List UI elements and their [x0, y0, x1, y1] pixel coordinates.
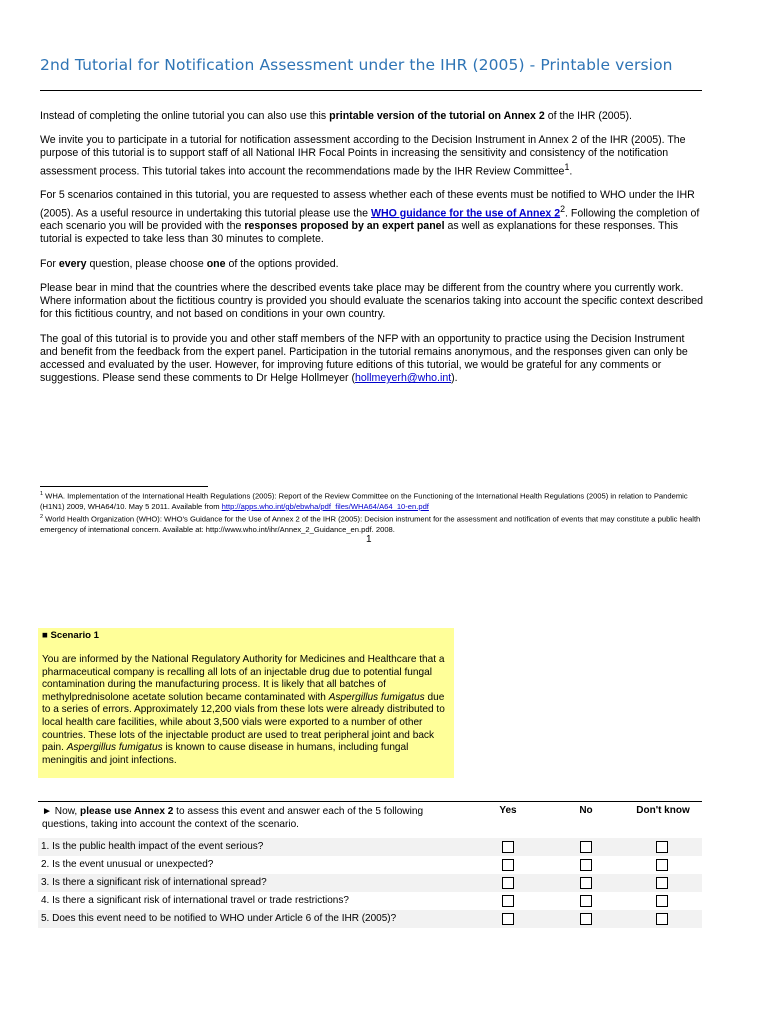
p1-bold: printable version of the tutorial on Annex 2	[329, 110, 545, 122]
scenario-text-3: is known to cause disease in humans, including fungal meningitis and joint infections.	[42, 742, 409, 766]
checkbox-yes[interactable]	[502, 895, 514, 907]
p1-text: Instead of completing the online tutorial you can also use this	[40, 110, 330, 122]
p6-end: ).	[451, 372, 458, 385]
p4-text-3: of the options provided.	[225, 257, 339, 270]
checkbox-yes[interactable]	[502, 913, 514, 925]
checkbox-no[interactable]	[580, 841, 592, 853]
question-text: 2. Is the event unusual or unexpected?	[41, 859, 214, 870]
column-no: No	[579, 805, 593, 816]
who-guidance-link[interactable]: WHO guidance for the use of Annex 2	[370, 207, 561, 220]
checkbox-yes[interactable]	[502, 877, 514, 889]
footnote-2-number: 2	[40, 514, 44, 521]
checkbox-dont-know[interactable]	[656, 859, 668, 871]
footnotes	[40, 489, 705, 536]
paragraph-1	[40, 110, 705, 123]
question-text: 3. Is there a significant risk of international spread?	[41, 877, 267, 888]
checkbox-dont-know[interactable]	[656, 841, 668, 853]
page-title: 2nd Tutorial for Notification Assessment under the IHR (2005) - Printable version	[40, 56, 673, 74]
checkbox-no[interactable]	[580, 913, 592, 925]
checkbox-dont-know[interactable]	[656, 895, 668, 907]
question-text: 1. Is the public health impact of the event serious?	[41, 841, 264, 852]
column-yes: Yes	[499, 805, 517, 816]
scenario-italic-2: Aspergillus fumigatus	[66, 742, 163, 754]
paragraph-2	[40, 134, 705, 178]
p2-end: .	[569, 165, 573, 178]
scenario-box	[38, 628, 454, 778]
paragraph-3	[40, 189, 705, 246]
p1-text-end: of the IHR (2005).	[544, 110, 632, 122]
intro-bold: please use Annex 2	[80, 806, 174, 817]
checkbox-yes[interactable]	[502, 859, 514, 871]
footnote-1-link[interactable]: http://apps.who.int/gb/ebwha/pdf_files/WHA64/A64_10-en.pdf	[221, 501, 429, 511]
checkbox-dont-know[interactable]	[656, 877, 668, 889]
paragraph-5: Please bear in mind that the countries where the described events take place may be different from the country where you currently work. Where information about the fictitious country is provided you should evaluate the scenarios taking into account the specific context described for this fictitious country, and not based on conditions in your own country.	[40, 281, 704, 321]
paragraph-4	[40, 258, 705, 271]
paragraph-6	[40, 333, 705, 386]
footnote-ref-2: 2	[560, 203, 566, 214]
p3-bold: responses proposed by an expert panel	[244, 220, 445, 233]
scenario-text-2: due to a series of errors. Approximately 12,200 vials from these lots were already distributed to local health care facilities, while about 3,500 vials were exported to a number of other countries. These lots of the injectable product are used to treat peripheral joint and back pain.	[42, 691, 445, 754]
questions-intro	[42, 806, 462, 831]
footnote-divider	[40, 486, 208, 487]
footnote-1-text: WHA. Implementation of the International Health Regulations (2005): Report of the Review Committee on the Functioning of the International Health Regulations (2005) in relation to Pandemic (H1N1) 2009, WHA64/10. May 5 2011. Available from	[40, 491, 688, 511]
column-dont-know: Don't know	[636, 805, 690, 816]
question-row	[38, 874, 702, 892]
title-divider	[40, 90, 702, 91]
scenario-heading: ■ Scenario 1	[42, 630, 99, 641]
intro-text-2: to assess this event and answer each of the 5 following questions, taking into account the context of the scenario.	[42, 806, 424, 830]
checkbox-no[interactable]	[580, 877, 592, 889]
questions-divider	[38, 801, 702, 802]
footnote-2	[40, 512, 705, 535]
question-row	[38, 910, 702, 928]
question-text: 4. Is there a significant risk of international travel or trade restrictions?	[41, 895, 349, 906]
question-row	[38, 892, 702, 910]
intro-text: ► Now,	[42, 806, 81, 817]
p4-every: every	[58, 257, 87, 270]
p4-one: one	[206, 257, 226, 270]
footnote-1-number: 1	[40, 491, 44, 497]
p3-text-3: as well as explanations for these responses. This tutorial is expected to take less than 30 minutes to complete.	[40, 220, 679, 246]
scenario-text	[42, 654, 452, 767]
p2-text: We invite you to participate in a tutorial for notification assessment according to the Decision Instrument in Annex 2 of the IHR (2005). The purpose of this tutorial is to support staff of all National IHR Focal Points in increasing the sensitivity and consistency of the notification assessment process. This tutorial takes into account the recommendations made by the IHR Review Committee	[40, 134, 686, 178]
checkbox-yes[interactable]	[502, 841, 514, 853]
page-number: 1	[366, 534, 372, 545]
p4-text-2: question, please choose	[86, 257, 207, 270]
p3-text-2: . Following the completion of each scenario you will be provided with the	[40, 207, 700, 233]
scenario-italic-1: Aspergillus fumigatus	[328, 691, 425, 703]
intro-body	[40, 110, 705, 396]
checkbox-no[interactable]	[580, 895, 592, 907]
checkbox-no[interactable]	[580, 859, 592, 871]
question-row	[38, 838, 702, 856]
scenario-text-1: You are informed by the National Regulatory Authority for Medicines and Healthcare that a pharmaceutical company is recalling all lots of an injectable drug due to potential fungal contamination during the manufacturing process. It is likely that all batches of methylprednisolone acetate solution became contaminated with	[42, 654, 445, 703]
footnote-2-text: World Health Organization (WHO): WHO's Guidance for the Use of Annex 2 of the IHR (2005): Decision instrument for the assessment and notification of events that may constitute a public health emergency of international concern. Available at: http://www.who.int/ihr/Annex_2_Guidance_en.pdf. 2008.	[40, 514, 701, 535]
footnote-ref-1: 1	[564, 161, 570, 172]
footnote-1	[40, 489, 705, 512]
checkbox-dont-know[interactable]	[656, 913, 668, 925]
p4-text: For	[40, 257, 59, 270]
email-link[interactable]: hollmeyerh@who.int	[355, 372, 452, 385]
question-text: 5. Does this event need to be notified to WHO under Article 6 of the IHR (2005)?	[41, 913, 397, 924]
p3-text: For 5 scenarios contained in this tutorial, you are requested to assess whether each of these events must be notified to WHO under the IHR (2005). As a useful resource in undertaking this tutorial please use the	[40, 189, 695, 220]
p6-text: The goal of this tutorial is to provide you and other staff members of the NFP with an opportunity to practice using the Decision Instrument and benefit from the feedback from the expert panel. Participation in the tutorial remains anonymous, and the responses given can only be accessed and evaluated by the user. However, for improving future editions of this tutorial, we would be grateful for any comments or suggestions. Please send these comments to Dr Helge Hollmeyer (	[40, 332, 688, 385]
question-row	[38, 856, 702, 874]
